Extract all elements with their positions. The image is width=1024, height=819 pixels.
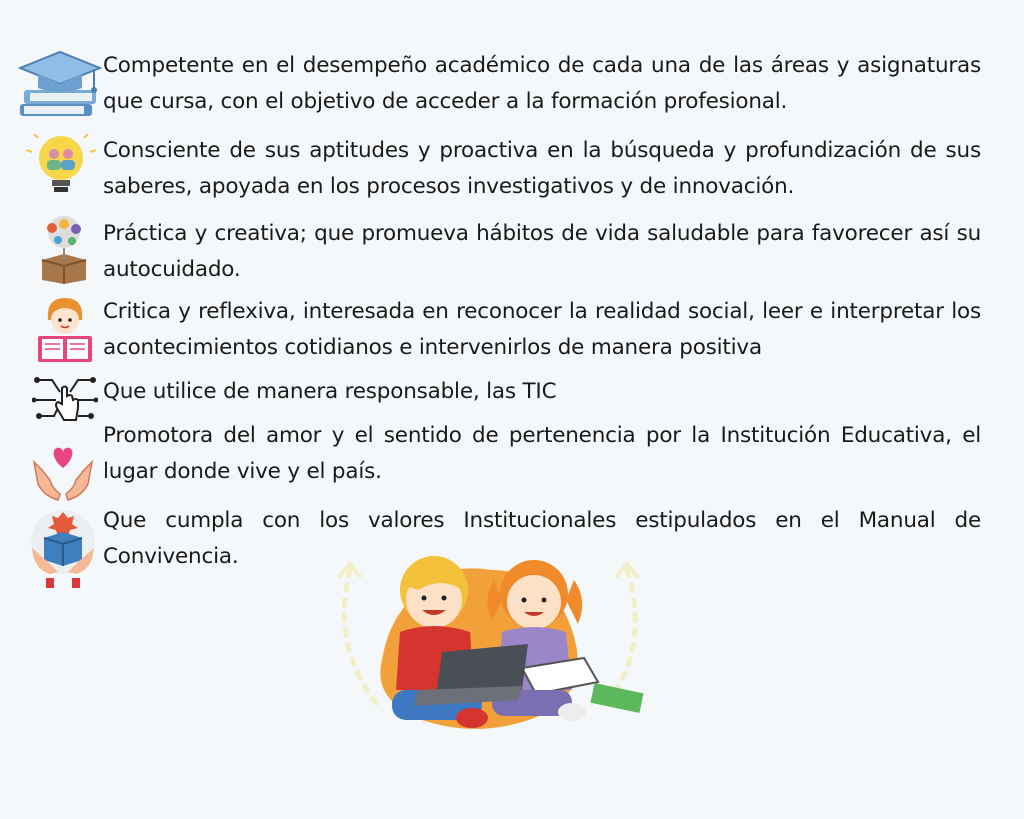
profile-item-text: Práctica y creativa; que promueva hábitos de vida saludable para favorecer así su autocuidado. (103, 221, 981, 282)
kids-with-laptop-illustration (322, 540, 662, 740)
hands-heart-icon (30, 444, 96, 504)
lightbulb-people-icon (26, 132, 96, 198)
student-reading-icon (34, 294, 96, 364)
ideas-box-icon (34, 214, 94, 284)
profile-item-text: Critica y reflexiva, interesada en reconocer la realidad social, leer e interpretar los acontecimientos cotidianos e intervenirlos de manera positiva (103, 299, 981, 360)
graduation-books-icon (16, 44, 102, 120)
profile-item-text: Competente en el desempeño académico de cada una de las áreas y asignaturas que cursa, con el objetivo de acceder a la formación profesional. (103, 53, 981, 114)
profile-item-text: Promotora del amor y el sentido de pertenencia por la Institución Educativa, el lugar donde vive y el país. (103, 423, 981, 484)
profile-item-text: Consciente de sus aptitudes y proactiva en la búsqueda y profundización de sus saberes, apoyada en los procesos investigativos y de innovación. (103, 138, 981, 199)
award-hands-icon (28, 508, 98, 590)
profile-item-text: Que cumpla con los valores Institucionales estipulados en el Manual de Convivencia. (103, 508, 981, 569)
profile-item-text: Que utilice de manera responsable, las TIC (103, 379, 557, 404)
touch-network-icon (32, 374, 98, 422)
